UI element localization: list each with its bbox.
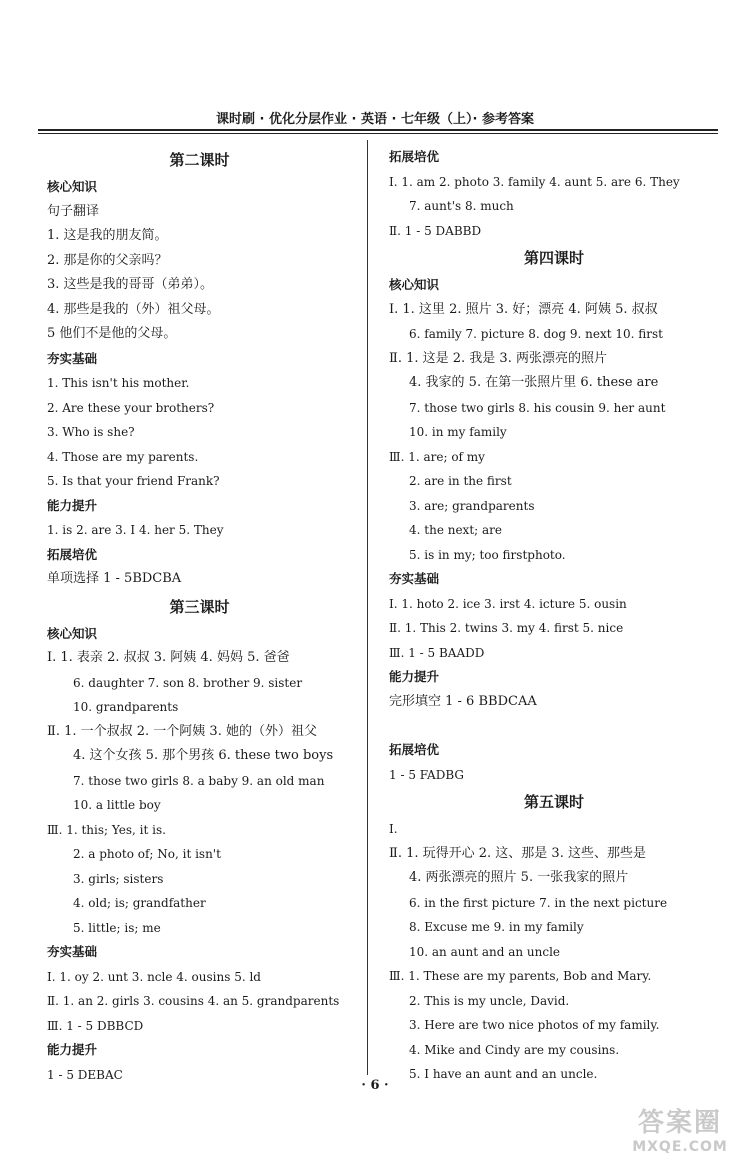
watermark-logo: 答案圈 <box>637 1108 722 1138</box>
answer-line: 4. old; is; grandfather <box>73 896 206 910</box>
answer-line: 4. the next; are <box>409 523 502 537</box>
answer-line: Ⅰ. <box>389 822 398 836</box>
answer-line: 句子翻译 <box>47 203 100 219</box>
section-heading: 夯实基础 <box>47 944 98 959</box>
answer-line: 完形填空 1 - 6 BBDCAA <box>389 693 537 709</box>
answer-line: 2. 那是你的父亲吗？ <box>47 252 168 268</box>
answer-line: 1. is 2. are 3. I 4. her 5. They <box>47 523 224 537</box>
right-column <box>389 145 719 1087</box>
answer-line: 5 他们不是他的父母。 <box>47 326 177 341</box>
answer-line: Ⅱ. 1. This 2. twins 3. my 4. first 5. nice <box>389 621 624 635</box>
answer-line: 2. are in the first <box>409 474 512 488</box>
answer-line: Ⅱ. 1. an 2. girls 3. cousins 4. an 5. grandparents <box>47 994 340 1008</box>
watermark <box>620 1108 740 1160</box>
answer-line: Ⅱ. 1. 玩得开心 2. 这、那是 3. 这些、那些是 <box>389 845 646 861</box>
answer-line: 3. 这些是我的哥哥（弟弟）。 <box>47 277 214 292</box>
answer-line: 2. a photo of; No, it isn't <box>73 847 221 861</box>
answer-line: 3. Who is she? <box>47 425 135 439</box>
answer-line: 6. daughter 7. son 8. brother 9. sister <box>73 675 303 690</box>
answer-line: Ⅰ. 1. 这里 2. 照片 3. 好；漂亮 4. 阿姨 5. 叔叔 <box>389 301 658 317</box>
answer-line: 3. are; grandparents <box>409 498 535 513</box>
header-rule-thick <box>38 129 718 131</box>
answer-line: 2. Are these your brothers? <box>47 400 215 415</box>
answer-line: 4. 那些是我的（外）祖父母。 <box>47 301 220 317</box>
section-heading: 能力提升 <box>389 669 440 684</box>
answer-line: 4. Those are my parents. <box>47 449 199 464</box>
section-heading: 夯实基础 <box>389 571 440 586</box>
answer-line: 10. grandparents <box>73 700 179 714</box>
answer-line: Ⅲ. 1 - 5 DBBCD <box>47 1018 144 1033</box>
answer-line: 单项选择 1 - 5BDCBA <box>47 571 182 586</box>
answer-line: 1. This isn't his mother. <box>47 376 190 390</box>
header-rule-thin <box>38 133 718 134</box>
answer-line: 7. those two girls 8. his cousin 9. her aunt <box>409 400 666 415</box>
answer-line: 4. 这个女孩 5. 那个男孩 6. these two boys <box>73 748 334 763</box>
answer-line: Ⅲ. 1. These are my parents, Bob and Mary. <box>389 969 652 983</box>
answer-line: Ⅱ. 1. 一个叔叔 2. 一个阿姨 3. 她的（外）祖父 <box>47 723 317 739</box>
section-heading: 能力提升 <box>47 1042 98 1057</box>
page-number: · 6 · <box>361 1078 389 1093</box>
answer-line: 3. Here are two nice photos of my family. <box>409 1018 660 1032</box>
section-heading: 夯实基础 <box>47 350 98 366</box>
answer-line: 6. in the first picture 7. in the next picture <box>409 895 668 910</box>
answer-line: 5. is in my; too firstphoto. <box>409 547 566 562</box>
answer-line: Ⅱ. 1 - 5 DABBD <box>389 223 482 238</box>
answer-line: Ⅱ. 1. 这是 2. 我是 3. 两张漂亮的照片 <box>389 350 607 366</box>
answer-line: 8. Excuse me 9. in my family <box>409 920 584 934</box>
lesson-2-title: 第二课时 <box>169 151 230 169</box>
answer-line: Ⅰ. 1. hoto 2. ice 3. irst 4. icture 5. ousin <box>389 596 627 611</box>
answer-line: 10. an aunt and an uncle <box>409 944 561 959</box>
left-column <box>47 145 352 1087</box>
answer-line: 10. a little boy <box>73 798 161 812</box>
answer-line: 10. in my family <box>409 425 507 439</box>
section-heading: 核心知识 <box>47 179 98 194</box>
answer-line: Ⅰ. 1. am 2. photo 3. family 4. aunt 5. are 6. They <box>389 174 680 189</box>
answer-line: 3. girls; sisters <box>73 871 164 886</box>
answer-line: Ⅰ. 1. 表亲 2. 叔叔 3. 阿姨 4. 妈妈 5. 爸爸 <box>47 650 290 665</box>
answer-line: 2. This is my uncle, David. <box>409 993 570 1008</box>
answer-line: 6. family 7. picture 8. dog 9. next 10. first <box>409 327 663 341</box>
answer-line: 4. 两张漂亮的照片 5. 一张我家的照片 <box>409 870 629 885</box>
answer-line: 4. 我家的 5. 在第一张照片里 6. these are <box>409 375 659 390</box>
answer-line: 7. aunt's 8. much <box>409 199 514 213</box>
lesson-5-title: 第五课时 <box>523 793 584 811</box>
answer-line: 5. Is that your friend Frank? <box>47 474 220 488</box>
lesson-4-title: 第四课时 <box>523 249 584 267</box>
section-heading: 拓展培优 <box>389 742 440 757</box>
answer-line: 1. 这是我的朋友简。 <box>47 228 168 243</box>
lesson-3-title: 第三课时 <box>169 597 230 616</box>
section-heading: 拓展培优 <box>47 546 98 562</box>
column-divider <box>367 140 368 1075</box>
answer-line: 1 - 5 DEBAC <box>47 1067 123 1082</box>
answer-line: 7. those two girls 8. a baby 9. an old man <box>73 773 325 788</box>
page-header: 课时刷 · 优化分层作业 · 英语 · 七年级（上）· 参考答案 <box>216 112 534 127</box>
answer-line: 1 - 5 FADBG <box>389 767 464 782</box>
section-heading: 核心知识 <box>389 277 440 292</box>
answer-line: 5. I have an aunt and an uncle. <box>409 1067 598 1081</box>
answer-line: Ⅲ. 1. this; Yes, it is. <box>47 822 166 837</box>
section-heading: 能力提升 <box>47 497 98 513</box>
blank-gap <box>389 714 719 738</box>
answer-line: Ⅲ. 1 - 5 BAADD <box>389 645 485 660</box>
answer-line: 5. little; is; me <box>73 920 161 935</box>
answer-line: 4. Mike and Cindy are my cousins. <box>409 1042 620 1057</box>
answer-line: Ⅰ. 1. oy 2. unt 3. ncle 4. ousins 5. ld <box>47 969 261 984</box>
answer-line: Ⅲ. 1. are; of my <box>389 449 485 464</box>
watermark-url: MXQE.COM <box>632 1139 728 1155</box>
section-heading: 拓展培优 <box>389 149 440 164</box>
section-heading: 核心知识 <box>47 625 98 641</box>
